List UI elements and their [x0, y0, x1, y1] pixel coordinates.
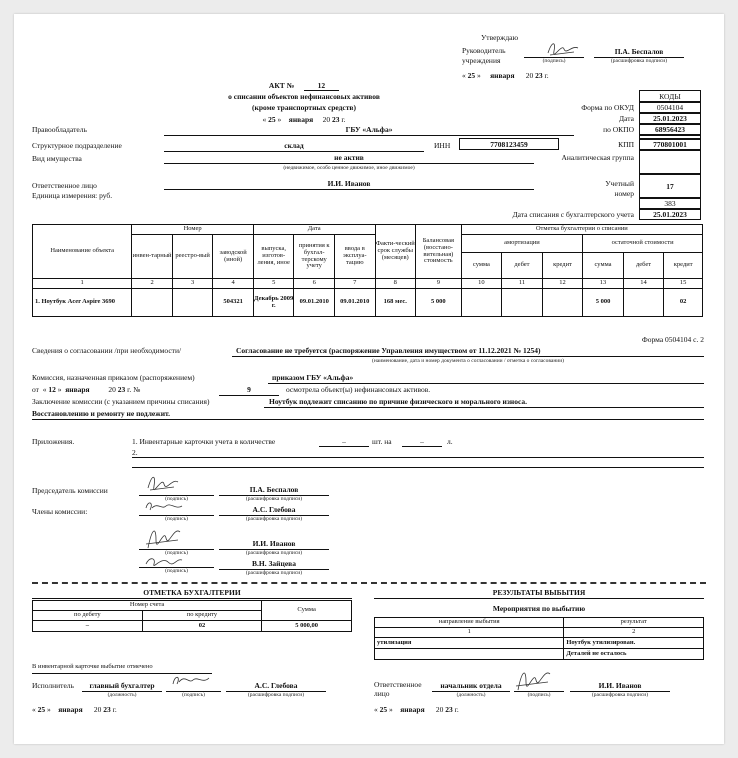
sig-caption: (подпись)	[527, 692, 551, 698]
head-name: П.А. Беспалов	[614, 47, 664, 56]
th-date: Дата	[253, 225, 375, 235]
col-num: 3	[172, 279, 213, 289]
attach-dash-2: –	[420, 437, 424, 446]
result-value-1: Ноутбук утилизирован.	[564, 638, 704, 649]
property-label: Вид имущества	[32, 154, 82, 163]
acc-debit-header: по дебету	[33, 611, 143, 621]
th-factory: заводской (иной)	[213, 235, 254, 279]
cell-inv	[132, 289, 173, 317]
cell-am-sum	[461, 289, 502, 317]
approve-title: Утверждаю	[481, 33, 519, 42]
member3-signature	[142, 554, 187, 568]
inn-value: 7708123459	[459, 138, 559, 150]
chair-name: П.А. Беспалов	[249, 485, 299, 494]
acc-sum-value: 5 000,00	[262, 621, 352, 632]
th-residual: остаточной стоимости	[583, 235, 703, 253]
property-value: не актив	[334, 153, 364, 162]
head-label-2: учреждения	[462, 56, 501, 65]
col-num: 10	[461, 279, 502, 289]
accounting-note: В инвентарной карточке выбытие отмечено	[32, 663, 153, 670]
th-marks: Отметка бухгалтерии о списании	[461, 225, 702, 235]
name-caption: (расшифровка подписи)	[245, 570, 303, 576]
okud-code: 0504104	[639, 102, 701, 113]
th-accepted: принятия к бухгал-терскому учету	[294, 235, 335, 279]
resp-name: И.И. Иванов	[598, 681, 642, 690]
results-title: РЕЗУЛЬТАТЫ ВЫБЫТИЯ	[492, 588, 586, 597]
acc-num-code: 17	[639, 174, 701, 198]
resp-position: начальник отдела	[440, 681, 502, 690]
result-header: результат	[564, 618, 704, 628]
act-subtitle: о списании объектов нефинансовых активов	[228, 92, 380, 101]
col-num: 7	[334, 279, 375, 289]
kpp-label: КПП	[618, 140, 634, 149]
date-label: Дата	[619, 114, 634, 123]
cell-accepted: 09.01.2010	[294, 289, 335, 317]
cell-am-credit	[542, 289, 583, 317]
th-actual: Факти-ческий срок службы (месяцев)	[375, 225, 416, 279]
conclusion-2: Восстановлению и ремонту не подлежит.	[32, 409, 171, 418]
direction-value: утилизация	[375, 638, 564, 649]
commission-order: приказом ГБУ «Альфа»	[272, 373, 354, 382]
name-caption: (расшифровка подписи)	[247, 692, 305, 698]
cell-actual: 168 мес.	[375, 289, 416, 317]
direction-header: направление выбытия	[375, 618, 564, 628]
name-caption: (расшифровка подписи)	[245, 496, 303, 502]
attach-pcs: шт. на	[372, 437, 392, 446]
attach-sheets: л.	[447, 437, 453, 446]
cell-commission: 09.01.2010	[334, 289, 375, 317]
acc-debit-value: –	[33, 621, 143, 632]
th-name: Наименование объекта	[33, 225, 132, 279]
sig-caption: (подпись)	[165, 568, 188, 574]
col-num: 5	[253, 279, 294, 289]
inn-label: ИНН	[434, 141, 451, 150]
results-date: « 25 » января 20 23 г.	[374, 705, 459, 714]
th-res-sum: сумма	[583, 253, 624, 279]
acc-sum-header: Сумма	[262, 601, 352, 621]
executor-name: А.С. Глебова	[254, 681, 298, 690]
resp-label-2: лицо	[374, 689, 390, 698]
th-am-sum: сумма	[461, 253, 502, 279]
member1-name: А.С. Глебова	[252, 505, 296, 514]
kpp-code: 770801001	[639, 139, 701, 150]
members-label: Члены комиссии:	[32, 507, 88, 516]
col-num: 4	[213, 279, 254, 289]
acc-num-header: Номер счета	[33, 601, 262, 611]
act-subtitle-2: (кроме транспортных средств)	[252, 103, 356, 112]
cell-res-credit: 02	[664, 289, 703, 317]
conclusion-1: Ноутбук подлежит списанию по причине физического и морального износа.	[269, 397, 527, 406]
col-num: 1	[33, 279, 132, 289]
attach-dash-1: –	[342, 437, 346, 446]
inspected-text: осмотрела объект(ы) нефинансовых активов.	[286, 385, 431, 394]
pos-caption: (должность)	[107, 692, 137, 698]
th-inv: инвен-тарный	[132, 235, 173, 279]
col-num: 15	[664, 279, 703, 289]
head-signature	[544, 39, 584, 59]
executor-signature	[169, 670, 214, 690]
sig-caption: (подпись)	[542, 58, 566, 64]
member2-signature	[142, 522, 187, 552]
name-caption: (расшифровка подписи)	[245, 550, 303, 556]
measure-label: Единица измерения: руб.	[32, 191, 113, 200]
col-num: 13	[583, 279, 624, 289]
cell-balance: 5 000	[416, 289, 462, 317]
agree-caption: (наименование, дата и номер документа о согласовании / отметка о согласовании)	[372, 358, 564, 364]
analytic-label: Аналитическая группа	[561, 153, 634, 162]
assets-table	[32, 224, 703, 317]
pos-caption: (должность)	[456, 692, 486, 698]
resp-value: И.И. Иванов	[327, 179, 371, 188]
cell-res-debit	[623, 289, 664, 317]
th-reg: реестро-вый	[172, 235, 213, 279]
member3-name: В.Н. Зайцева	[252, 559, 296, 568]
cell-reg	[172, 289, 213, 317]
commission-label: Комиссия, назначенная приказом (распоряжением)	[32, 373, 195, 382]
name-caption: (расшифровка подписи)	[610, 58, 668, 64]
col-num: 12	[542, 279, 583, 289]
th-balance: Балансовая (восстано-вительная) стоимость	[416, 225, 462, 279]
sig-caption: (подпись)	[165, 496, 188, 502]
write-off-date-code: 25.01.2023	[639, 209, 701, 220]
chair-label: Председатель комиссии	[32, 486, 108, 495]
okud-label: Форма по ОКУД	[581, 103, 634, 112]
col-num: 2	[564, 628, 704, 638]
result-value-2: Деталей не осталось	[564, 649, 704, 660]
okpo-code: 68956423	[639, 124, 701, 135]
unit-value: склад	[284, 141, 304, 150]
th-res-credit: кредит	[664, 253, 703, 279]
sig-caption: (подпись)	[182, 692, 205, 698]
owner-label: Правообладатель	[32, 125, 87, 134]
write-off-date-label: Дата списания с бухгалтерского учета	[512, 210, 634, 219]
property-caption: (недвижимое, особо ценное движимое, иное движимое)	[283, 165, 415, 171]
order-date: от « 12 » января 20 23 г. №	[32, 385, 141, 394]
agree-value: Согласование не требуется (распоряжение Управления имуществом от 11.12.2021 № 1254)	[236, 346, 541, 355]
codes-header: КОДЫ	[639, 90, 701, 102]
col-num: 1	[375, 628, 564, 638]
date-code: 25.01.2023	[639, 113, 701, 124]
chair-signature	[144, 472, 184, 494]
th-res-debit: дебет	[623, 253, 664, 279]
resp-signature	[512, 664, 557, 694]
document-sheet	[14, 14, 724, 744]
th-commission: ввода в эксплуа-тацию	[334, 235, 375, 279]
th-am-credit: кредит	[542, 253, 583, 279]
name-caption: (расшифровка подписи)	[591, 692, 649, 698]
analytic-box	[639, 150, 701, 174]
order-number: 9	[247, 385, 251, 394]
agree-label: Сведения о согласовании /при необходимости/	[32, 346, 182, 355]
th-amort: амортизации	[461, 235, 583, 253]
cell-am-debit	[502, 289, 543, 317]
acc-credit-header: по кредиту	[142, 611, 262, 621]
col-num: 8	[375, 279, 416, 289]
approve-date: « 25 » января 20 23 г.	[462, 71, 549, 80]
owner-value: ГБУ «Альфа»	[345, 125, 393, 134]
act-date: « 25 » января 20 23 г.	[262, 115, 346, 124]
sig-caption: (подпись)	[165, 516, 188, 522]
th-number: Номер	[132, 225, 254, 235]
resp-label: Ответственное	[374, 680, 422, 689]
conclusion-label: Заключение комиссии (с указанием причины списания)	[32, 397, 210, 406]
cell-factory: 504321	[213, 289, 254, 317]
col-num: 6	[294, 279, 335, 289]
executor-label: Исполнитель	[32, 681, 74, 690]
name-caption: (расшифровка подписи)	[245, 516, 303, 522]
col-num: 2	[132, 279, 173, 289]
act-title: АКТ № 12	[154, 82, 454, 90]
results-subtitle: Мероприятия по выбытию	[492, 604, 586, 613]
extra-code: 383	[639, 198, 701, 209]
results-table	[374, 617, 704, 660]
okpo-label: по ОКПО	[603, 125, 634, 134]
th-am-debit: дебет	[502, 253, 543, 279]
table-row	[33, 289, 703, 317]
accounting-table	[32, 600, 352, 652]
cell-name: 1. Ноутбук Acer Aspire 3690	[33, 289, 132, 317]
col-num: 9	[416, 279, 462, 289]
member2-name: И.И. Иванов	[252, 539, 296, 548]
cell-res-sum: 5 000	[583, 289, 624, 317]
col-num: 14	[623, 279, 664, 289]
accounting-title: ОТМЕТКА БУХГАЛТЕРИИ	[143, 588, 241, 597]
acc-credit-value: 02	[142, 621, 262, 632]
acc-num-label-2: номер	[614, 189, 634, 198]
attach-2: 2.	[132, 448, 138, 457]
cut-line	[32, 582, 706, 584]
unit-label: Структурное подразделение	[32, 141, 122, 150]
member1-signature	[142, 498, 187, 516]
cell-made: Декабрь 2009 г.	[253, 289, 294, 317]
acc-num-label: Учетный	[605, 179, 634, 188]
attach-label: Приложения.	[32, 437, 75, 446]
form-mark: Форма 0504104 с. 2	[641, 335, 704, 344]
resp-label: Ответственное лицо	[32, 181, 97, 190]
head-label: Руководитель	[462, 46, 506, 55]
th-made: выпуска, изготов-ления, иное	[253, 235, 294, 279]
sig-caption: (подпись)	[165, 550, 188, 556]
attach-1: 1. Инвентарные карточки учета в количестве	[132, 437, 276, 446]
executor-position: главный бухгалтер	[89, 681, 155, 690]
accounting-date: « 25 » января 20 23 г.	[32, 705, 117, 714]
col-num: 11	[502, 279, 543, 289]
